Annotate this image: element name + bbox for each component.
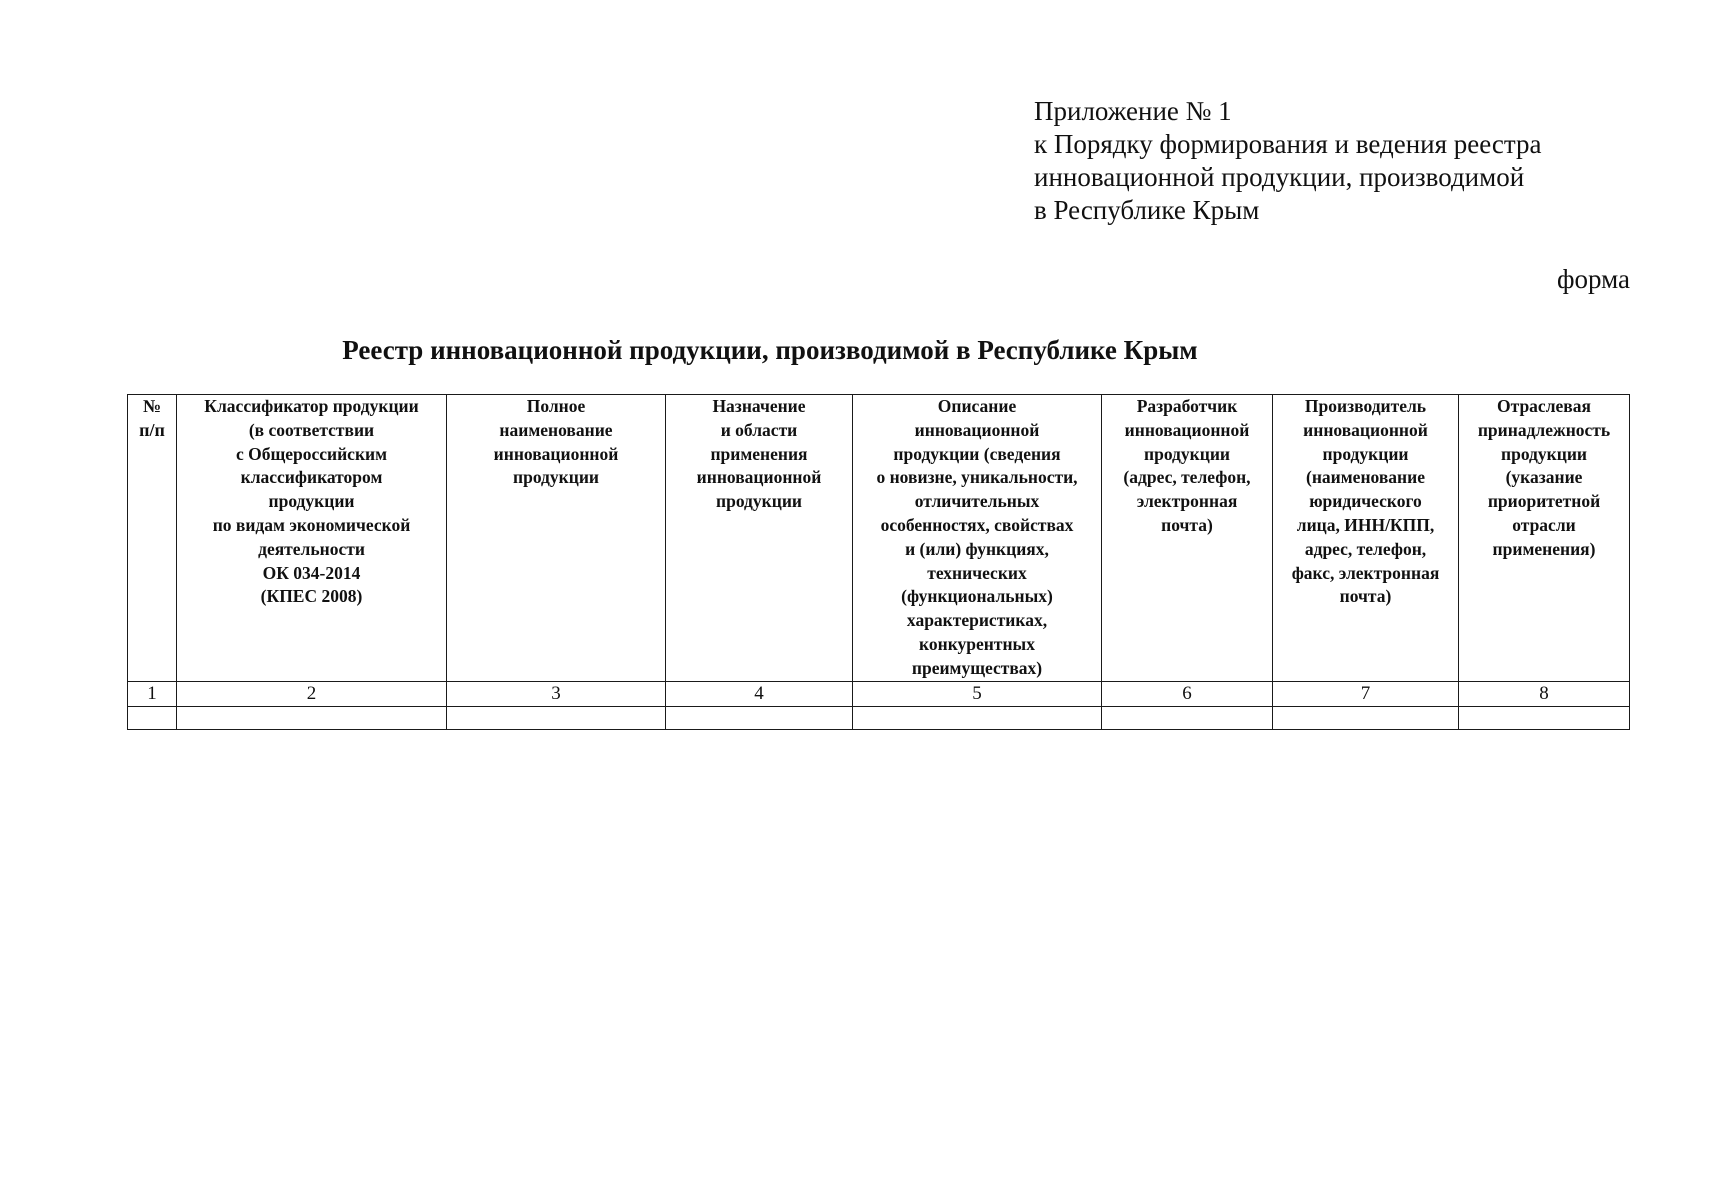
appendix-header xyxy=(1034,95,1542,227)
header-line: особенностях, свойствах xyxy=(880,514,1074,535)
header-line: Назначение xyxy=(712,396,806,416)
column-number-cell: 2 xyxy=(177,682,447,707)
header-line: Производитель xyxy=(1304,396,1427,416)
header-line: применения) xyxy=(1492,538,1596,559)
column-number-row xyxy=(128,682,1630,707)
header-line: № xyxy=(142,396,162,416)
header-line: инновационной xyxy=(1303,419,1428,440)
column-number-cell: 4 xyxy=(666,682,853,707)
header-cell-classifier xyxy=(177,395,447,682)
appendix-line: Приложение № 1 xyxy=(1034,96,1232,126)
header-line: приоритетной xyxy=(1487,491,1601,512)
header-cell-full-name xyxy=(447,395,666,682)
empty-cell xyxy=(447,707,666,730)
header-line: (в соответствии xyxy=(248,419,375,440)
header-line: продукции (сведения xyxy=(893,443,1061,464)
header-cell-number xyxy=(128,395,177,682)
header-line: юридического xyxy=(1309,491,1422,512)
header-line: Отраслевая xyxy=(1497,396,1591,416)
header-line: продукции xyxy=(513,467,599,488)
column-number-cell: 8 xyxy=(1459,682,1630,707)
header-line: инновационной xyxy=(493,443,619,464)
header-line: инновационной xyxy=(696,467,822,488)
header-line: Разработчик xyxy=(1136,396,1238,416)
header-row xyxy=(128,395,1630,682)
appendix-line: в Республике Крым xyxy=(1034,195,1260,225)
appendix-line: инновационной продукции, производимой xyxy=(1034,162,1525,192)
header-cell-developer xyxy=(1102,395,1273,682)
column-number-cell: 3 xyxy=(447,682,666,707)
header-line: ОК 034-2014 xyxy=(262,562,361,583)
header-line: и области xyxy=(720,419,798,440)
header-line: о новизне, уникальности, xyxy=(876,467,1078,488)
form-label: форма xyxy=(1557,264,1630,294)
empty-cell xyxy=(1273,707,1459,730)
header-line: и (или) функциях, xyxy=(905,538,1049,559)
registry-table xyxy=(127,394,1630,730)
header-line: почта) xyxy=(1161,514,1213,535)
header-line: Описание xyxy=(937,396,1017,416)
header-line: инновационной xyxy=(914,419,1040,440)
column-number-cell: 7 xyxy=(1273,682,1459,707)
header-line: (функциональных) xyxy=(901,586,1053,607)
empty-cell xyxy=(177,707,447,730)
header-cell-manufacturer xyxy=(1273,395,1459,682)
header-line: почта) xyxy=(1339,586,1392,607)
header-line: (адрес, телефон, xyxy=(1123,467,1251,488)
header-line: продукции xyxy=(268,491,355,512)
empty-cell xyxy=(1459,707,1630,730)
appendix-line: к Порядку формирования и ведения реестра xyxy=(1034,129,1542,159)
header-line: электронная xyxy=(1136,491,1238,512)
document-title: Реестр инновационной продукции, производимой в Республике Крым xyxy=(342,335,1198,365)
header-line: преимуществах) xyxy=(911,657,1043,678)
header-line: классификатором xyxy=(240,467,383,488)
header-line: продукции xyxy=(1144,443,1230,464)
column-number-cell: 5 xyxy=(853,682,1102,707)
header-line: отрасли xyxy=(1512,514,1576,535)
header-line: с Общероссийским xyxy=(235,443,388,464)
header-line: по видам экономической xyxy=(212,514,411,535)
header-line: лица, ИНН/КПП, xyxy=(1296,514,1435,535)
header-line: п/п xyxy=(139,419,165,440)
column-number-cell: 1 xyxy=(128,682,177,707)
header-line: принадлежность xyxy=(1477,419,1611,440)
header-line: факс, электронная xyxy=(1291,562,1440,583)
header-line: (наименование xyxy=(1306,467,1425,488)
header-line: конкурентных xyxy=(919,633,1035,654)
header-line: отличительных xyxy=(914,491,1040,512)
header-cell-purpose xyxy=(666,395,853,682)
header-line: продукции xyxy=(1322,443,1409,464)
header-line: продукции xyxy=(1501,443,1587,464)
header-cell-description xyxy=(853,395,1102,682)
header-cell-industry xyxy=(1459,395,1630,682)
header-line: адрес, телефон, xyxy=(1304,538,1427,559)
column-number-cell: 6 xyxy=(1102,682,1273,707)
header-line: инновационной xyxy=(1124,419,1250,440)
header-line: технических xyxy=(927,562,1027,583)
header-line: Полное xyxy=(526,396,586,416)
header-line: применения xyxy=(710,443,808,464)
header-line: Классификатор продукции xyxy=(204,396,419,416)
header-line: (КПЕС 2008) xyxy=(260,586,363,607)
header-line: наименование xyxy=(499,419,613,440)
empty-cell xyxy=(666,707,853,730)
empty-data-row xyxy=(128,707,1630,730)
header-line: характеристиках, xyxy=(906,610,1048,631)
empty-cell xyxy=(128,707,177,730)
empty-cell xyxy=(1102,707,1273,730)
header-line: (указание xyxy=(1505,467,1583,488)
header-line: деятельности xyxy=(258,538,365,559)
empty-cell xyxy=(853,707,1102,730)
header-line: продукции xyxy=(716,491,802,512)
